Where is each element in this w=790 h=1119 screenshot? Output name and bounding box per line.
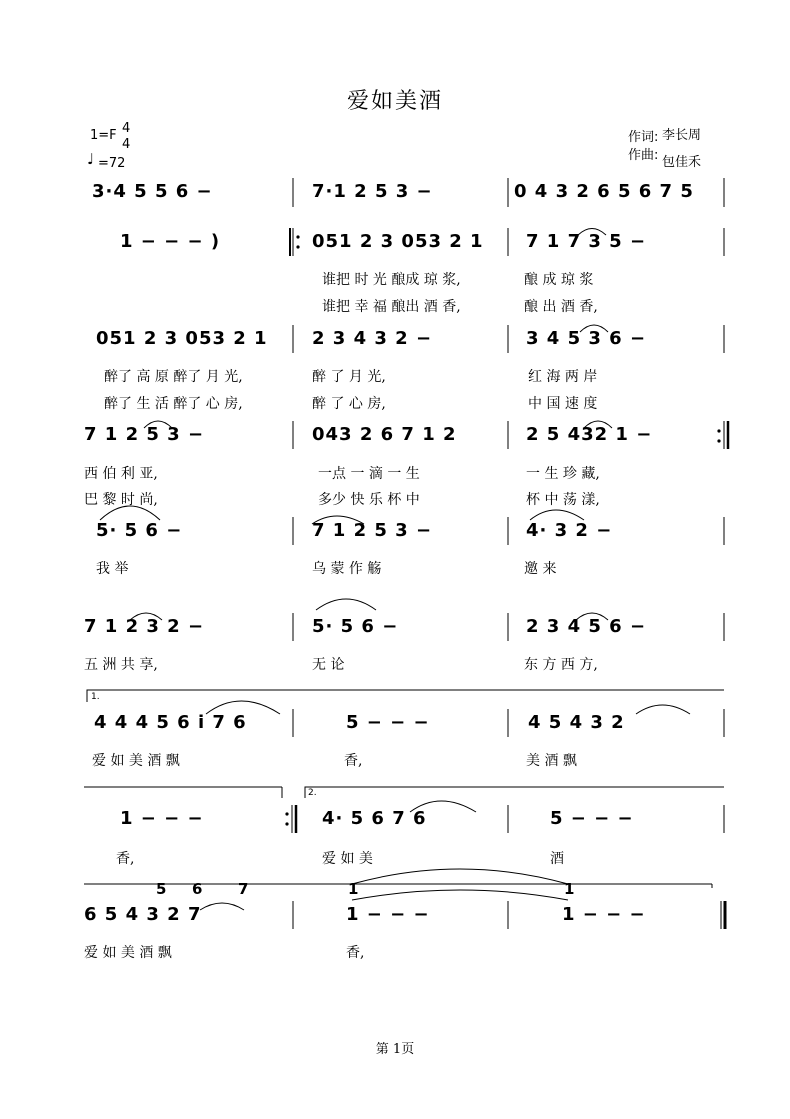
volta-1-label: 1. — [91, 692, 100, 702]
line9-measure3: 1 − − − — [562, 904, 646, 925]
line5-lyrics-c: 邀 来 — [524, 561, 557, 577]
tempo-marking: =72 — [98, 156, 126, 171]
repeat-dot — [285, 822, 288, 825]
line4-measure2: 043 2 6 7 1 2 — [312, 424, 457, 445]
line3-measure2: 2 3 4 3 2 − — [312, 328, 433, 349]
line4-lyrics2-c: 杯 中 荡 漾, — [526, 492, 600, 508]
line5-measure2: 7 1 2 5 3 − — [312, 520, 433, 541]
slur — [530, 510, 584, 520]
slur — [636, 705, 690, 714]
composer-label: 作曲: — [628, 148, 659, 163]
repeat-dot — [285, 812, 288, 815]
upper-voice-note: 1 — [348, 880, 360, 898]
line3-measure1: 051 2 3 053 2 1 — [96, 328, 268, 349]
composer-name: 包佳禾 — [662, 155, 702, 170]
line3-lyrics1-a: 醉了 高 原 醉了 月 光, — [104, 369, 243, 385]
lyricist-label: 作词: — [628, 130, 659, 145]
slur — [200, 903, 244, 910]
upper-voice-note: 5 — [156, 880, 168, 898]
time-signature-bottom: 4 — [122, 137, 131, 152]
line3-lyrics2-c: 中 国 速 度 — [528, 396, 598, 412]
line7-lyrics-a: 爱 如 美 酒 飘 — [92, 753, 180, 769]
line7-measure3: 4 5 4 3 2 — [528, 712, 625, 733]
line6-lyrics-a: 五 洲 共 享, — [84, 657, 158, 673]
repeat-dot — [717, 439, 720, 442]
line4-lyrics1-b: 一点 一 滴 一 生 — [318, 466, 420, 482]
line2-lyrics1-a: 谁把 时 光 酿成 琼 浆, — [322, 272, 461, 288]
line2-lyrics2-b: 酿 出 酒 香, — [524, 299, 598, 315]
time-signature-top: 4 — [122, 121, 131, 136]
lyricist-name: 李长周 — [662, 128, 702, 143]
line4-lyrics1-a: 西 伯 利 亚, — [84, 466, 158, 482]
line3-lyrics2-b: 醉 了 心 房, — [312, 396, 386, 412]
line1-measure3: 0 4 3 2 6 5 6 7 5 — [514, 181, 694, 202]
line4-measure1: 7 1 2 5 3 − — [84, 424, 205, 445]
line2-measure2: 051 2 3 053 2 1 — [312, 231, 484, 252]
line7-lyrics-b: 香, — [344, 753, 363, 769]
repeat-dot — [296, 235, 299, 238]
line7-measure2: 5 − − − — [346, 712, 430, 733]
line6-measure1: 7 1 2 3 2 − — [84, 616, 205, 637]
slur — [130, 613, 162, 620]
volta-2-label: 2. — [308, 788, 317, 798]
line4-lyrics2-b: 多少 快 乐 杯 中 — [318, 492, 420, 508]
line3-lyrics1-b: 醉 了 月 光, — [312, 369, 386, 385]
line5-lyrics-a: 我 举 — [96, 561, 129, 577]
line8-lyrics-b: 爱 如 美 — [322, 851, 373, 867]
upper-voice-note: 7 — [238, 880, 250, 898]
repeat-dot — [296, 245, 299, 248]
line5-measure1: 5· 5 6 − — [96, 520, 183, 541]
line9-measure1: 6 5 4 3 2 7 — [84, 904, 202, 925]
line8-measure2: 4· 5 6 7 6 — [322, 808, 427, 829]
line6-lyrics-b: 无 论 — [312, 657, 345, 673]
line2-measure3: 7 1 7 3 5 − — [526, 231, 647, 252]
upper-voice-note: 6 — [192, 880, 204, 898]
line5-lyrics-b: 乌 蒙 作 觞 — [312, 561, 382, 577]
line6-lyrics-c: 东 方 西 方, — [524, 657, 598, 673]
line3-lyrics2-a: 醉了 生 活 醉了 心 房, — [104, 396, 243, 412]
tie — [352, 890, 568, 900]
line7-measure1: 4 4 4 5 6 i 7 6 — [94, 712, 247, 733]
slur — [580, 325, 608, 332]
line9-measure2: 1 − − − — [346, 904, 430, 925]
line7-lyrics-c: 美 酒 飘 — [526, 753, 577, 769]
line5-measure3: 4· 3 2 − — [526, 520, 613, 541]
slur — [316, 599, 376, 610]
page-number: 第 1页 — [375, 1042, 415, 1057]
line8-lyrics-a: 香, — [116, 851, 135, 867]
quarter-note-icon: ♩ — [87, 150, 95, 168]
line2-measure1: 1 − − − ) — [120, 231, 221, 252]
line9-lyrics-a: 爱 如 美 酒 飘 — [84, 945, 172, 961]
line3-lyrics1-c: 红 海 两 岸 — [528, 369, 598, 385]
line1-measure1: 3·4 5 5 6 − — [92, 181, 213, 202]
slur — [206, 701, 280, 714]
volta-bracket-1 — [87, 690, 724, 702]
slur — [100, 506, 160, 520]
line4-lyrics1-c: 一 生 珍 藏, — [526, 466, 600, 482]
tie — [352, 869, 568, 884]
line4-measure3: 2 5 432 1 − — [526, 424, 653, 445]
upper-voice-note: 1 — [564, 880, 576, 898]
line8-lyrics-c: 酒 — [550, 851, 564, 867]
slur — [578, 229, 606, 236]
repeat-dot — [717, 429, 720, 432]
line2-lyrics2-a: 谁把 幸 福 酿出 酒 香, — [322, 299, 461, 315]
line8-measure1: 1 − − − — [120, 808, 204, 829]
song-title: 爱如美酒 — [346, 89, 443, 114]
line4-lyrics2-a: 巴 黎 时 尚, — [84, 492, 158, 508]
line1-measure2: 7·1 2 5 3 − — [312, 181, 433, 202]
slur — [410, 801, 476, 812]
line6-measure2: 5· 5 6 − — [312, 616, 399, 637]
line9-lyrics-b: 香, — [346, 945, 365, 961]
key-signature: 1=F — [90, 128, 117, 143]
line2-lyrics1-b: 酿 成 琼 浆 — [524, 272, 594, 288]
line3-measure3: 3 4 5 3 6 − — [526, 328, 647, 349]
line6-measure3: 2 3 4 5 6 − — [526, 616, 647, 637]
line8-measure3: 5 − − − — [550, 808, 634, 829]
volta-bracket-2 — [305, 787, 724, 798]
slur — [576, 613, 608, 620]
slur — [312, 516, 364, 524]
slur — [584, 421, 612, 428]
slur — [144, 421, 172, 428]
